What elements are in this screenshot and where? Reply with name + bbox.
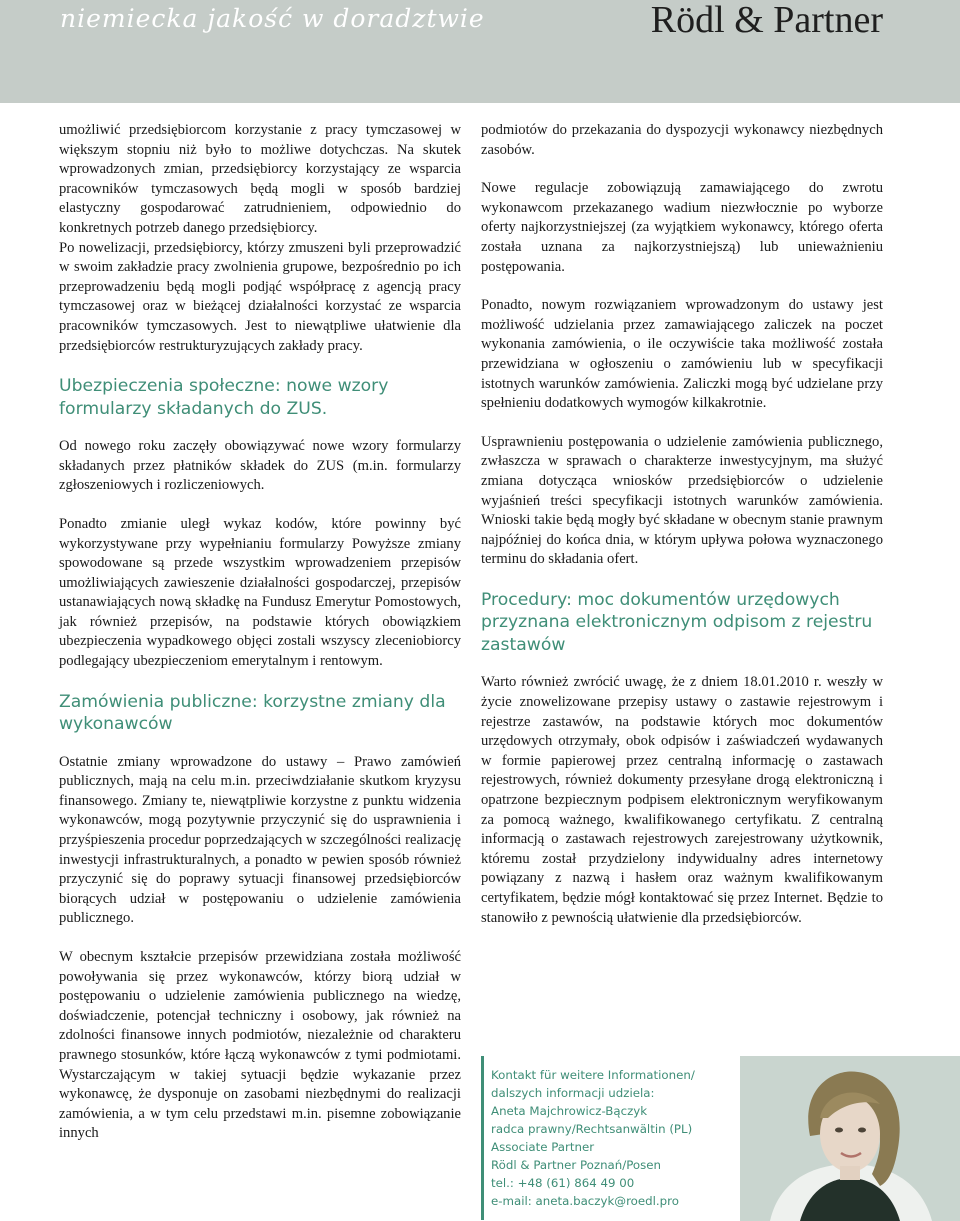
right-column <box>481 121 883 947</box>
tagline: niemiecka jakość w doradztwie <box>60 4 485 33</box>
paragraph: Warto również zwrócić uwagę, że z dniem 18.01.2010 r. weszły w życie znowelizowane przepisy ustawy o zastawie rejestrowym i rejestrze zastawów, na podstawie których moc dokumentów urzędowych otrzymały, obok odpisów i zaświadczeń wydawanych w formie papierowej przez centralną informację o zastawach rejestrowych, również dokumenty przesyłane drogą elektroniczną i opatrzone bezpiecznym podpisem elektronicznym weryfikowanym za pomocą ważnego, kwalifikowanego certyfikatu. Z centralną informacją o zastawach rejestrowych zarejestrowany użytkownik, któremu został przydzielony indywidualny adres internetowy powiązany z nazwą i hasłem oraz ważnym kwalifikowanym certyfikatem, będzie mógł kontaktować się przez Internet. Będzie to stanowiło z pewnością ułatwienie dla przedsiębiorców. <box>481 674 883 926</box>
paragraph: Po nowelizacji, przedsiębiorcy, którzy zmuszeni byli przeprowadzić w swoim zakładzie pracy zwolnienia grupowe, bezpośrednio po ich przeprowadzeniu będą mogli podjąć współpracę z agencją pracy tymczasowej oraz w bieżącej działalności korzystać ze wsparcia pracowników tymczasowych. Jest to niewątpliwe ułatwienie dla przedsiębiorców restrukturyzujących zakłady pracy. <box>59 239 461 354</box>
page-header <box>0 0 960 103</box>
section-heading: Ubezpieczenia społeczne: nowe wzory formularzy składanych do ZUS. <box>59 376 389 419</box>
contact-position: Associate Partner <box>491 1140 595 1154</box>
contact-heading: Kontakt für weitere Informationen/ <box>491 1068 695 1082</box>
section-heading: Zamówienia publiczne: korzystne zmiany dla wykonawców <box>59 691 446 735</box>
paragraph: W obecnym kształcie przepisów przewidziana została możliwość powoływania się przez wykonawców, którzy biorą udział w postępowaniu o udzielenie zamówienia publicznego na wiedzę, doświadczenie, potencjał techniczny i osobowy, jak również na zdolności finansowe innych podmiotów, niezależnie od charakteru prawnego stosunków, które łączą wykonawców z tymi podmiotami. Wystarczającym w takiej sytuacji będzie wykazanie przez wykonawcę, że dysponuje on zasobami niezbędnymi do realizacji zamówienia, a w tym celu przedstawi m.in. pisemne zobowiązanie innych <box>59 949 461 1142</box>
paragraph: Nowe regulacje zobowiązują zamawiającego do zwrotu wykonawcom przekazanego wadium niezwłocznie po wyborze oferty najkorzystniejszej (za wyjątkiem wykonawcy, którego oferta została uznana za najkorzystniejszą) lub unieważnieniu postępowania. <box>481 180 883 275</box>
paragraph: Ponadto zmianie uległ wykaz kodów, które powinny być wykorzystywane przy wypełnianiu formularzy Powyższe zmiany spowodowane są przede wszystkim wprowadzeniem przepisów umożliwiających zawieszenie działalności gospodarczej, przepisów ustanawiających nową składkę na Fundusz Emerytur Pomostowych, jak również przepisów, na podstawie których obowiązkiem ubezpieczenia wypadkowego objęci zostali wszyscy zleceniobiorcy podlegający ubezpieczeniom emerytalnym i rentowym. <box>59 515 461 670</box>
paragraph: Ponadto, nowym rozwiązaniem wprowadzonym do ustawy jest możliwość udzielania przez zamawiającego zaliczek na poczet wykonania zamówienia, o ile oczywiście taka możliwość została przewidziana w ogłoszeniu o zamówieniu lub w specyfikacji istotnych warunków zamówienia. Zaliczki mogą być udzielane przy spełnieniu dodatkowych wymogów kilkakrotnie. <box>481 297 883 412</box>
contact-name: Aneta Majchrowicz-Bączyk <box>491 1104 648 1118</box>
section-heading: Procedury: moc dokumentów urzędowych przyznana elektronicznym odpisom z rejestru zastawów <box>481 589 873 655</box>
contact-subheading: dalszych informacji udziela: <box>491 1086 655 1100</box>
left-column <box>59 121 461 1163</box>
paragraph: Usprawnieniu postępowania o udzielenie zamówienia publicznego, zwłaszcza w sprawach o charakterze inwestycyjnym, ma służyć zmiana dotycząca wniosków przedsiębiorców o udzielenie wyjaśnień treści specyfikacji istotnych warunków zamówienia. Wnioski takie będą mogły być składane w obecnym stanie prawnym najpóźniej do końca dnia, w którym upływa połowa wyznaczonego terminu do składania ofert. <box>481 433 883 568</box>
paragraph: Ostatnie zmiany wprowadzone do ustawy – Prawo zamówień publicznych, mają na celu m.in. przeciwdziałanie skutkom kryzysu finansowego. Zmiany te, niewątpliwie korzystne z punktu widzenia wykonawców, mogą pozytywnie przyczynić się do usprawnienia i przyśpieszenia procedur poprzedzających w szczególności realizację inwestycji infrastrukturalnych, a ponadto w pewien sposób również przyczynić się do poprawy sytuacji finansowej przedsiębiorców biorących udział w postępowaniu o udzielenie zamówienia publicznego. <box>59 753 461 927</box>
contact-office: Rödl & Partner Poznań/Posen <box>491 1158 662 1172</box>
brand-logo: Rödl & Partner <box>650 0 883 41</box>
contact-portrait-photo <box>740 1056 960 1221</box>
contact-title: radca prawny/Rechtsanwältin (PL) <box>491 1122 693 1136</box>
paragraph: podmiotów do przekazania do dyspozycji wykonawcy niezbędnych zasobów. <box>481 122 883 158</box>
contact-box <box>481 1056 717 1220</box>
contact-email-link[interactable]: e-mail: aneta.baczyk@roedl.pro <box>491 1194 679 1208</box>
portrait-illustration <box>740 1056 960 1221</box>
paragraph: Od nowego roku zaczęły obowiązywać nowe wzory formularzy składanych przez płatników składek do ZUS (m.in. formularzy zgłoszeniowych i rozliczeniowych. <box>59 438 461 494</box>
contact-phone[interactable]: tel.: +48 (61) 864 49 00 <box>491 1176 635 1190</box>
paragraph: umożliwić przedsiębiorcom korzystanie z pracy tymczasowej w większym stopniu niż było to możliwe dotychczas. Na skutek wprowadzonych zmian, przedsiębiorcy korzystający ze wsparcia pracowników tymczasowych będą mogli w sposób bardziej elastyczny gospodarować zatrudnieniem, odpowiednio do konkretnych potrzeb danego przedsiębiorcy. <box>59 122 461 236</box>
